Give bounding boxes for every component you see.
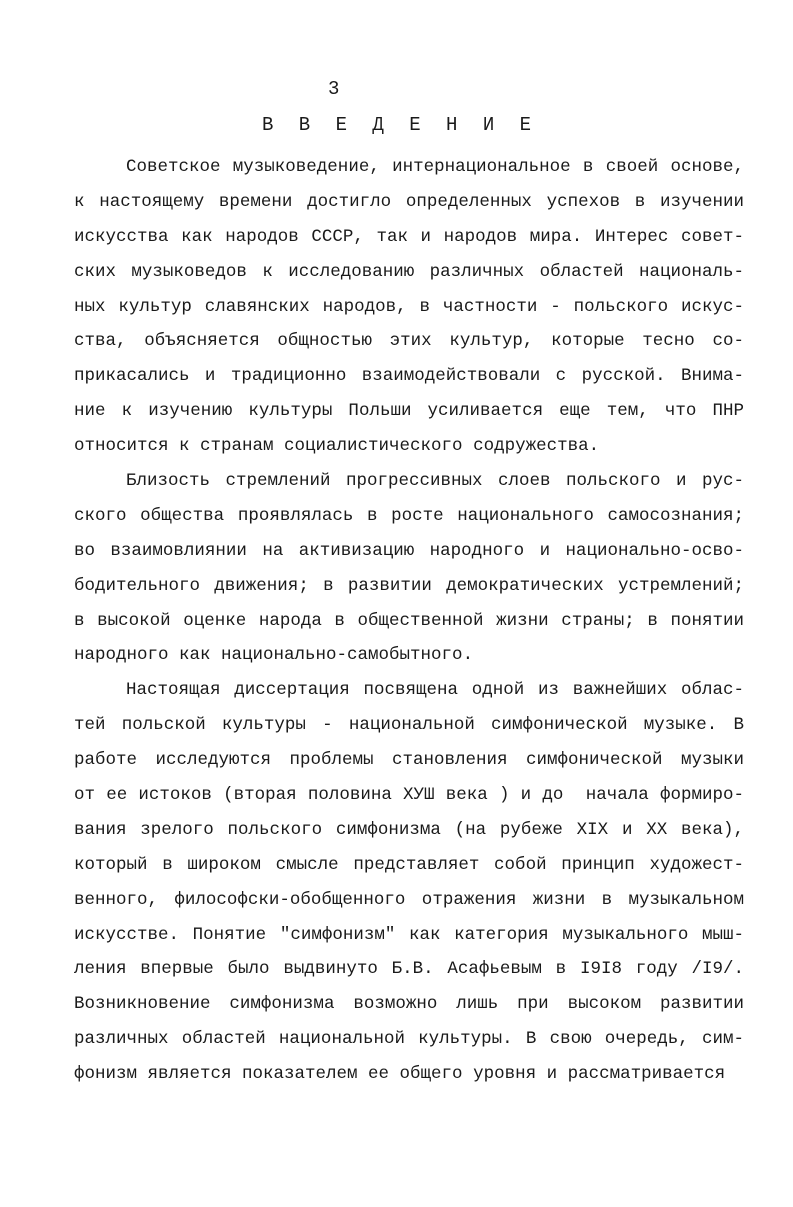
paragraph-1 bbox=[74, 150, 744, 464]
text-line: фонизм является показателем ее общего уровня и рассматривается bbox=[74, 1064, 726, 1085]
paragraph-3 bbox=[74, 673, 744, 1092]
text-line: Возникновение симфонизма возможно лишь при высоком развитии bbox=[74, 994, 744, 1015]
text-line: ных культур славянских народов, в частности - польского искус- bbox=[74, 296, 744, 317]
text-line: ских музыковедов к исследованию различных областей националь- bbox=[74, 261, 744, 282]
page-title: В В Е Д Е Н И Е bbox=[262, 114, 539, 136]
text-line: искусства как народов СССР, так и народов мира. Интерес совет- bbox=[74, 226, 744, 247]
text-line: относится к странам социалистического содружества. bbox=[74, 436, 600, 457]
text-line: венного, философски-обобщенного отражения жизни в музыкальном bbox=[74, 889, 744, 910]
text-line: во взаимовлиянии на активизацию народного и национально-осво- bbox=[74, 540, 744, 561]
text-line: к настоящему времени достигло определенных успехов в изучении bbox=[74, 191, 744, 212]
text-line: Советское музыковедение, интернациональное в своей основе, bbox=[126, 157, 744, 177]
text-line: народного как национально-самобытного. bbox=[74, 645, 474, 666]
text-line: Настоящая диссертация посвящена одной из важнейших облас- bbox=[126, 680, 744, 701]
text-line: бодительного движения; в развитии демократических устремлений; bbox=[74, 575, 744, 596]
text-line: который в широком смысле представляет собой принцип художест- bbox=[74, 854, 744, 875]
text-line: ского общества проявлялась в росте национального самосознания; bbox=[74, 505, 744, 526]
text-line: ства, объясняется общностью этих культур, которые тесно со- bbox=[74, 331, 744, 352]
text-line: ления впервые было выдвинуто Б.В. Асафьевым в I9I8 году /I9/. bbox=[74, 959, 744, 980]
text-line: ние к изучению культуры Польши усиливается еще тем, что ПНР bbox=[74, 401, 744, 422]
text-line: в высокой оценке народа в общественной жизни страны; в понятии bbox=[74, 610, 744, 631]
text-line: прикасались и традиционно взаимодействовали с русской. Внима- bbox=[74, 366, 744, 387]
page-number: 3 bbox=[328, 78, 340, 100]
paragraph-2 bbox=[74, 464, 744, 673]
text-line: Близость стремлений прогрессивных слоев польского и рус- bbox=[126, 471, 744, 492]
text-line: искусстве. Понятие "симфонизм" как категория музыкального мыш- bbox=[74, 924, 744, 945]
body-text bbox=[74, 150, 744, 1092]
text-line: от ее истоков (вторая половина XУШ века ) и до начала формиро- bbox=[74, 785, 744, 806]
text-line: вания зрелого польского симфонизма (на рубеже XIX и XX века), bbox=[74, 819, 744, 840]
text-line: работе исследуются проблемы становления симфонической музыки bbox=[74, 750, 744, 771]
text-line: различных областей национальной культуры. В свою очередь, сим- bbox=[74, 1029, 744, 1050]
text-line: тей польской культуры - национальной симфонической музыке. В bbox=[74, 715, 744, 736]
